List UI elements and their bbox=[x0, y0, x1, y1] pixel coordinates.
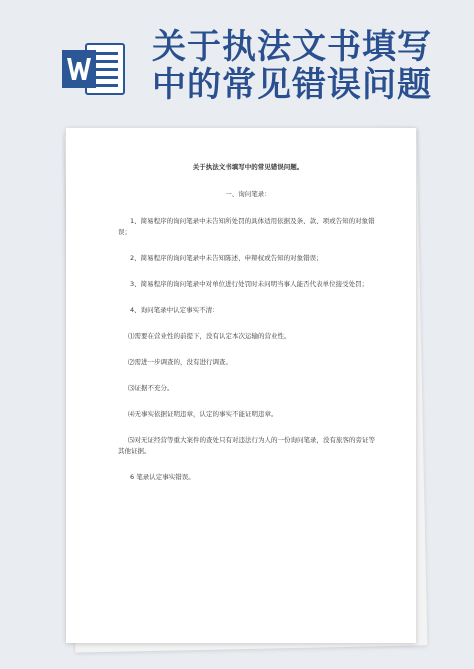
list-item: ⑶证据不充分。 bbox=[128, 384, 174, 392]
paragraph: 3、简易程序的询问笔录中对单位进行处罚时未问明当事人能否代表单位接受处罚； bbox=[130, 280, 369, 288]
list-item: ⑵需进一步调查的，没有进行调查。 bbox=[128, 358, 232, 366]
document-title: 关于执法文书填写中的常见错误问题。 bbox=[192, 163, 304, 171]
paragraph: 4、询问笔录中认定事实不清： bbox=[130, 306, 219, 314]
banner-title-line-1: 关于执法文书填写 bbox=[152, 27, 432, 67]
list-item: ⑴需要在营业性的前提下，没有认定本次运输的营业性。 bbox=[128, 332, 291, 340]
paragraph: 1、简易程序的询问笔录中未告知所处罚的具体适用依据及条、款、项或告知的对象错误； bbox=[118, 217, 375, 236]
word-document-icon bbox=[62, 42, 126, 96]
banner bbox=[0, 0, 474, 110]
list-item: ⑷无事实依据证明违章，认定的事实不能证明违章。 bbox=[128, 410, 278, 418]
document-body bbox=[118, 162, 378, 498]
paragraph: 2、简易程序的询问笔录中未告知陈述、申辩权或告知的对象错误； bbox=[130, 254, 323, 262]
banner-title-line-2: 中的常见错误问题 bbox=[152, 65, 432, 105]
paragraph: 6 笔录认定事实错误。 bbox=[130, 473, 195, 481]
list-item: ⑸对无证经营等重大案件的查处只有对违法行为人的一份询问笔录，没有旅客的旁证等其他证据。 bbox=[118, 436, 375, 455]
section-heading: 一、询问笔录： bbox=[225, 190, 271, 198]
banner-title bbox=[152, 28, 452, 104]
document-page bbox=[66, 128, 416, 643]
